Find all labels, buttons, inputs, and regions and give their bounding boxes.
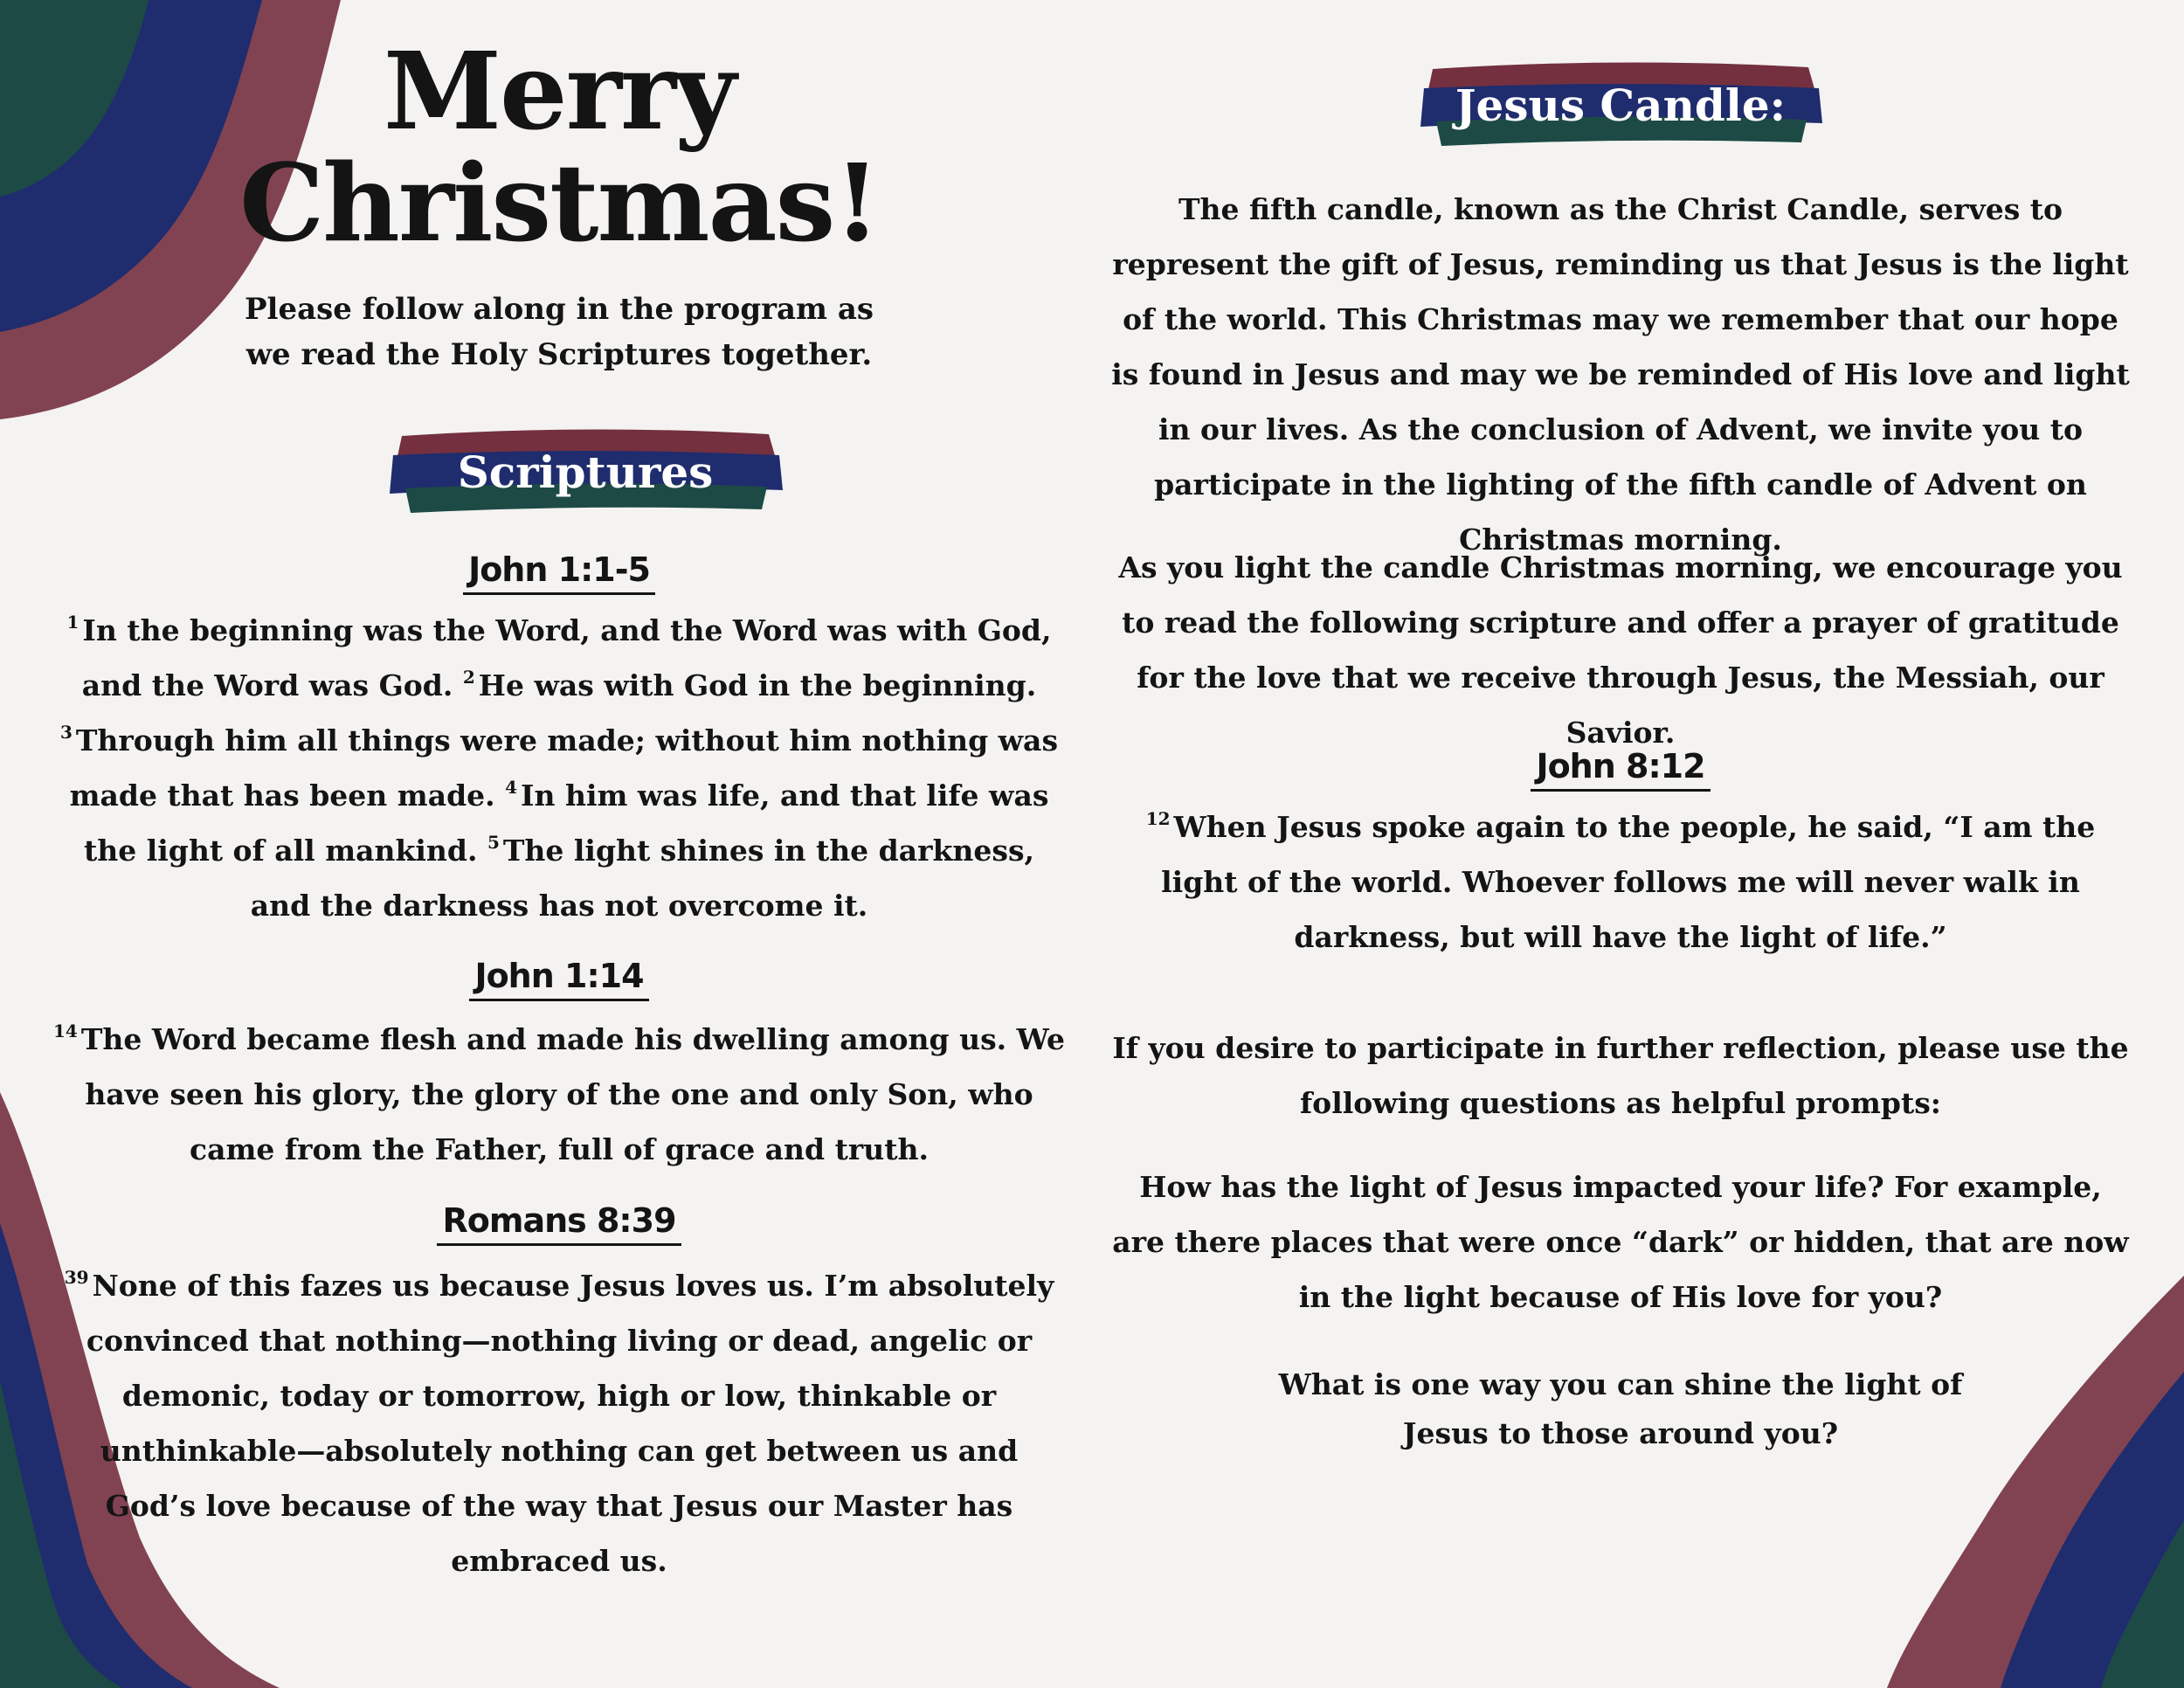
title-line-2: Christmas! [239, 140, 879, 266]
passage-text: $^{12}$ When Jesus spoke again to the people, he said, “I am the light of the world. Whoever follows me will never walk in darkness, but will have the light of life.” [1145, 808, 2096, 954]
reflection-question-1: How has the light of Jesus impacted your life? For example, are there places that were once “dark” or hidden, that are now in the light because of His love for you? [1112, 1170, 2129, 1314]
intro-text [52, 287, 1066, 377]
passage-reference: John 1:14 [52, 957, 1066, 1001]
intro-line-1: Please follow along in the program as [244, 292, 874, 327]
passage-text: $^1$ In the beginning was the Word, and the Word was with God, and the Word was God. $^2$ He was with God in the beginning. $^3$ Through him all things were made; without him nothing was made that has been made. $^4$ In him was life, and that life was the light of all mankind. $^5$ The light shines in the darkness, and the darkness has not overcome it. [59, 612, 1059, 923]
jesus-candle-heading-label: Jesus Candle: [1455, 79, 1787, 131]
passage-reference: Romans 8:39 [52, 1201, 1066, 1246]
candle-paragraph-1: The fifth candle, known as the Christ Candle, serves to represent the gift of Jesus, reminding us that Jesus is the light of the world. This Christmas may we remember that our hope is found in Jesus and may we be reminded of His love and light in our lives. As the conclusion of Advent, we invite you to participate in the lighting of the fifth candle of Advent on Christmas morning. [1111, 192, 2130, 557]
jesus-candle-heading [1415, 57, 1826, 153]
candle-paragraph-2: As you light the candle Christmas morning, we encourage you to read the following scripture and offer a prayer of gratitude for the love that we receive through Jesus, the Messiah, our Savior. [1118, 550, 2123, 750]
passage-text: $^{14}$ The Word became flesh and made his dwelling among us. We have seen his glory, the glory of the one and only Son, who came from the Father, full of grace and truth. [52, 1020, 1066, 1166]
passage-text: $^{39}$ None of this fazes us because Jesus loves us. I’m absolutely convinced that nothing—nothing living or dead, angelic or demonic, today or tomorrow, high or low, thinkable or unthinkable—absolutely nothing can get between us and God’s love because of the way that Jesus our Master has embraced us. [64, 1267, 1054, 1578]
page-title [52, 28, 1066, 266]
intro-line-2: we read the Holy Scriptures together. [245, 337, 873, 372]
passage-reference: John 1:1-5 [52, 550, 1066, 595]
reflection-question-2: What is one way you can shine the light of Jesus to those around you? [1278, 1367, 1963, 1450]
passage-reference: John 8:12 [1109, 747, 2132, 792]
title-line-1: Merry [383, 28, 736, 154]
scriptures-heading-label: Scriptures [457, 446, 714, 498]
scriptures-heading [384, 424, 786, 520]
reflection-intro: If you desire to participate in further reflection, please use the following questions as helpful prompts: [1112, 1031, 2129, 1120]
